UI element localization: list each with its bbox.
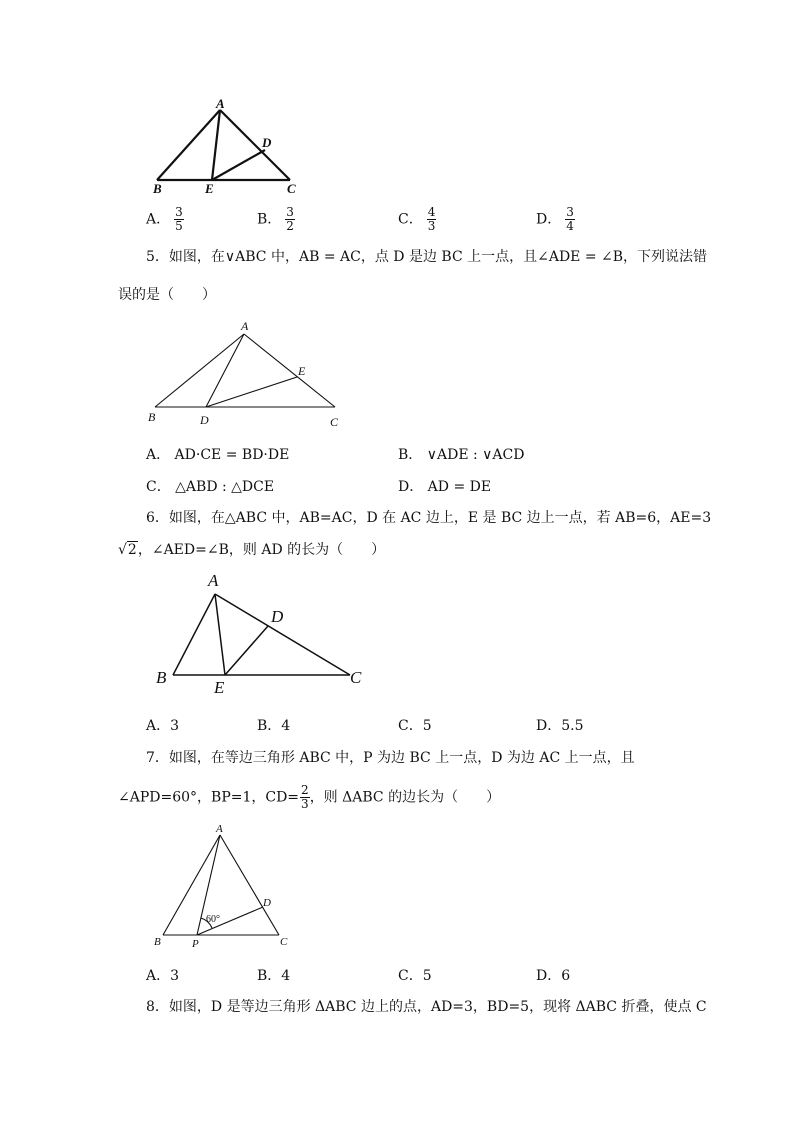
fig4-label-A: A bbox=[216, 823, 223, 835]
q4-option-d[interactable]: D． $\frac{3}{4}$ bbox=[536, 205, 574, 233]
sqrt-symbol: √2 bbox=[118, 542, 137, 558]
q5-option-a[interactable]: A． AD·CE = BD·DE bbox=[146, 447, 290, 463]
fig3-label-A: A bbox=[208, 571, 219, 590]
fig4-label-C: C bbox=[280, 936, 288, 948]
q5-stem-line2: 误的是（ ） bbox=[118, 287, 216, 303]
q7-option-b[interactable]: B．4 bbox=[257, 968, 291, 984]
q5-stem-line1: 5．如图，在∨ABC 中，AB = AC，点 D 是边 BC 上一点，且∠ADE = ∠B，下列说法错 bbox=[146, 249, 708, 265]
q4-option-a[interactable]: A． $\frac{3}{5}$ bbox=[146, 205, 183, 233]
fig4-label-P: P bbox=[192, 938, 199, 950]
q5-option-c[interactable]: C． △ABD : △DCE bbox=[146, 479, 275, 495]
q5-option-d[interactable]: D． AD = DE bbox=[398, 479, 492, 495]
fig1-label-B: B bbox=[153, 181, 162, 196]
q7-stem-line1: 7．如图，在等边三角形 ABC 中，P 为边 BC 上一点，D 为边 AC 上一点，且 bbox=[146, 750, 635, 766]
figure-4 bbox=[148, 818, 298, 950]
fig1-label-A: A bbox=[216, 96, 225, 111]
q6-stem-line2: √2，∠AED=∠B，则 AD 的长为（ ） bbox=[118, 542, 386, 558]
fig2-label-C: C bbox=[330, 415, 339, 429]
fig4-label-B: B bbox=[154, 936, 161, 948]
fig1-label-C: C bbox=[287, 181, 296, 196]
fig1-label-E: E bbox=[205, 181, 214, 196]
q7-stem-line2: ∠APD=60°，BP=1，CD= $\frac{2}{3}$ ，则 ΔABC 的边长为（ ） bbox=[118, 783, 501, 811]
fig3-label-C: C bbox=[350, 668, 362, 687]
q6-option-d[interactable]: D．5.5 bbox=[536, 718, 584, 734]
figure-3 bbox=[150, 568, 370, 700]
fig3-label-D: D bbox=[271, 607, 284, 626]
fig4-label-D: D bbox=[263, 897, 271, 909]
fig3-label-B: B bbox=[156, 668, 167, 687]
fig2-label-D: D bbox=[200, 413, 209, 427]
fig4-angle-label: 60° bbox=[206, 914, 220, 925]
q5-option-b[interactable]: B． ∨ADE : ∨ACD bbox=[398, 447, 525, 463]
fig3-label-E: E bbox=[214, 678, 225, 697]
q4-option-b[interactable]: B． $\frac{3}{2}$ bbox=[257, 205, 294, 233]
fig1-label-D: D bbox=[262, 135, 272, 150]
q8-stem-line1: 8．如图，D 是等边三角形 ΔABC 边上的点，AD=3，BD=5，现将 ΔABC 折叠，使点 C bbox=[146, 999, 707, 1015]
fig2-label-A: A bbox=[241, 319, 249, 333]
q7-option-c[interactable]: C．5 bbox=[398, 968, 432, 984]
q7-option-a[interactable]: A．3 bbox=[146, 968, 180, 984]
q6-option-a[interactable]: A．3 bbox=[146, 718, 180, 734]
figure-2 bbox=[140, 318, 350, 436]
q6-option-c[interactable]: C．5 bbox=[398, 718, 432, 734]
fig2-label-B: B bbox=[148, 410, 156, 424]
fig2-label-E: E bbox=[298, 364, 306, 378]
q6-stem-line1: 6．如图，在△ABC 中，AB=AC，D 在 AC 边上，E 是 BC 边上一点，若 AB=6，AE=3 bbox=[146, 510, 712, 526]
q7-option-d[interactable]: D．6 bbox=[536, 968, 571, 984]
q6-option-b[interactable]: B．4 bbox=[257, 718, 291, 734]
figure-1 bbox=[140, 95, 320, 200]
q4-option-c[interactable]: C． $\frac{4}{3}$ bbox=[398, 205, 436, 233]
